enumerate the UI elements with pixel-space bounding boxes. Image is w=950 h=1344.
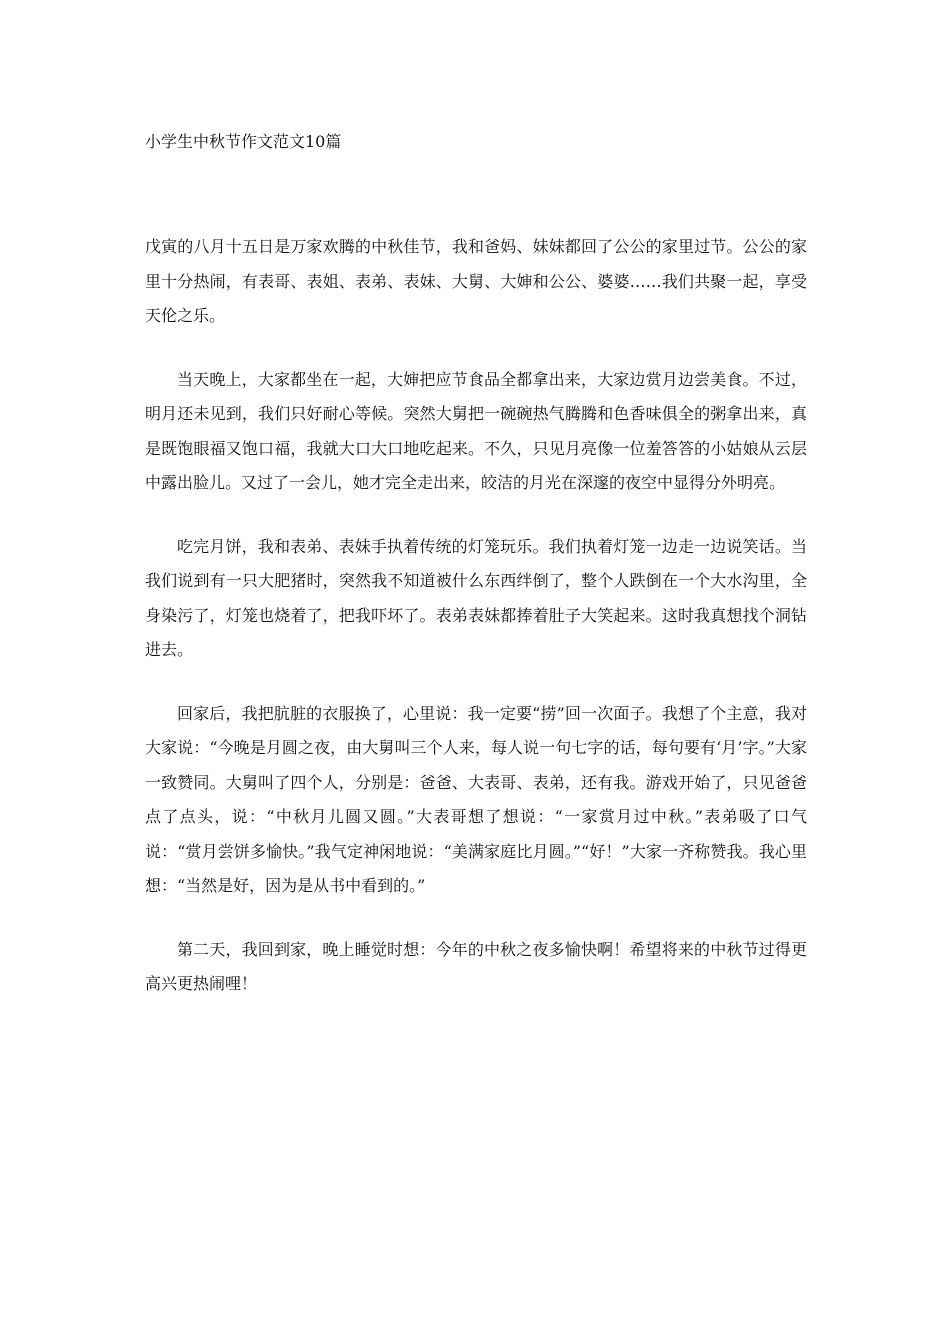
paragraph-4: 回家后，我把肮脏的衣服换了，心里说：我一定要“捞”回一次面子。我想了个主意，我对大家说：“今晚是月圆之夜，由大舅叫三个人来，每人说一句七字的话，每句要有‘月’字。”大家一致赞同。大舅叫了四个人，分别是：爸爸、大表哥、表弟，还有我。游戏开始了，只见爸爸点了点头，说：“中秋月儿圆又圆。”大表哥想了想说：“一家赏月过中秋。”表弟吸了口气说：“赏月尝饼多愉快。”我气定神闲地说：“美满家庭比月圆。”“好！”大家一齐称赞我。我心里想：“当然是好，因为是从书中看到的。” (145, 703, 807, 895)
document-page (145, 128, 807, 1031)
paragraph-2: 当天晚上，大家都坐在一起，大婶把应节食品全都拿出来，大家边赏月边尝美食。不过，明月还未见到，我们只好耐心等候。突然大舅把一碗碗热气腾腾和色香味俱全的粥拿出来，真是既饱眼福又饱口福，我就大口大口地吃起来。不久，只见月亮像一位羞答答的小姑娘从云层中露出脸儿。又过了一会儿，她才完全走出来，皎洁的月光在深邃的夜空中显得分外明亮。 (145, 369, 807, 492)
paragraph-3: 吃完月饼，我和表弟、表妹手执着传统的灯笼玩乐。我们执着灯笼一边走一边说笑话。当我们说到有一只大肥猪时，突然我不知道被什么东西绊倒了，整个人跌倒在一个大水沟里，全身染污了，灯笼也烧着了，把我吓坏了。表弟表妹都捧着肚子大笑起来。这时我真想找个洞钻进去。 (145, 536, 807, 659)
paragraph-5: 第二天，我回到家，晚上睡觉时想：今年的中秋之夜多愉快啊！希望将来的中秋节过得更高兴更热闹哩！ (145, 939, 807, 993)
paragraph-1: 戊寅的八月十五日是万家欢腾的中秋佳节，我和爸妈、妹妹都回了公公的家里过节。公公的家里十分热闹，有表哥、表姐、表弟、表妹、大舅、大婶和公公、婆婆……我们共聚一起，享受天伦之乐。 (145, 237, 807, 325)
document-title: 小学生中秋节作文范文10篇 (145, 132, 342, 151)
